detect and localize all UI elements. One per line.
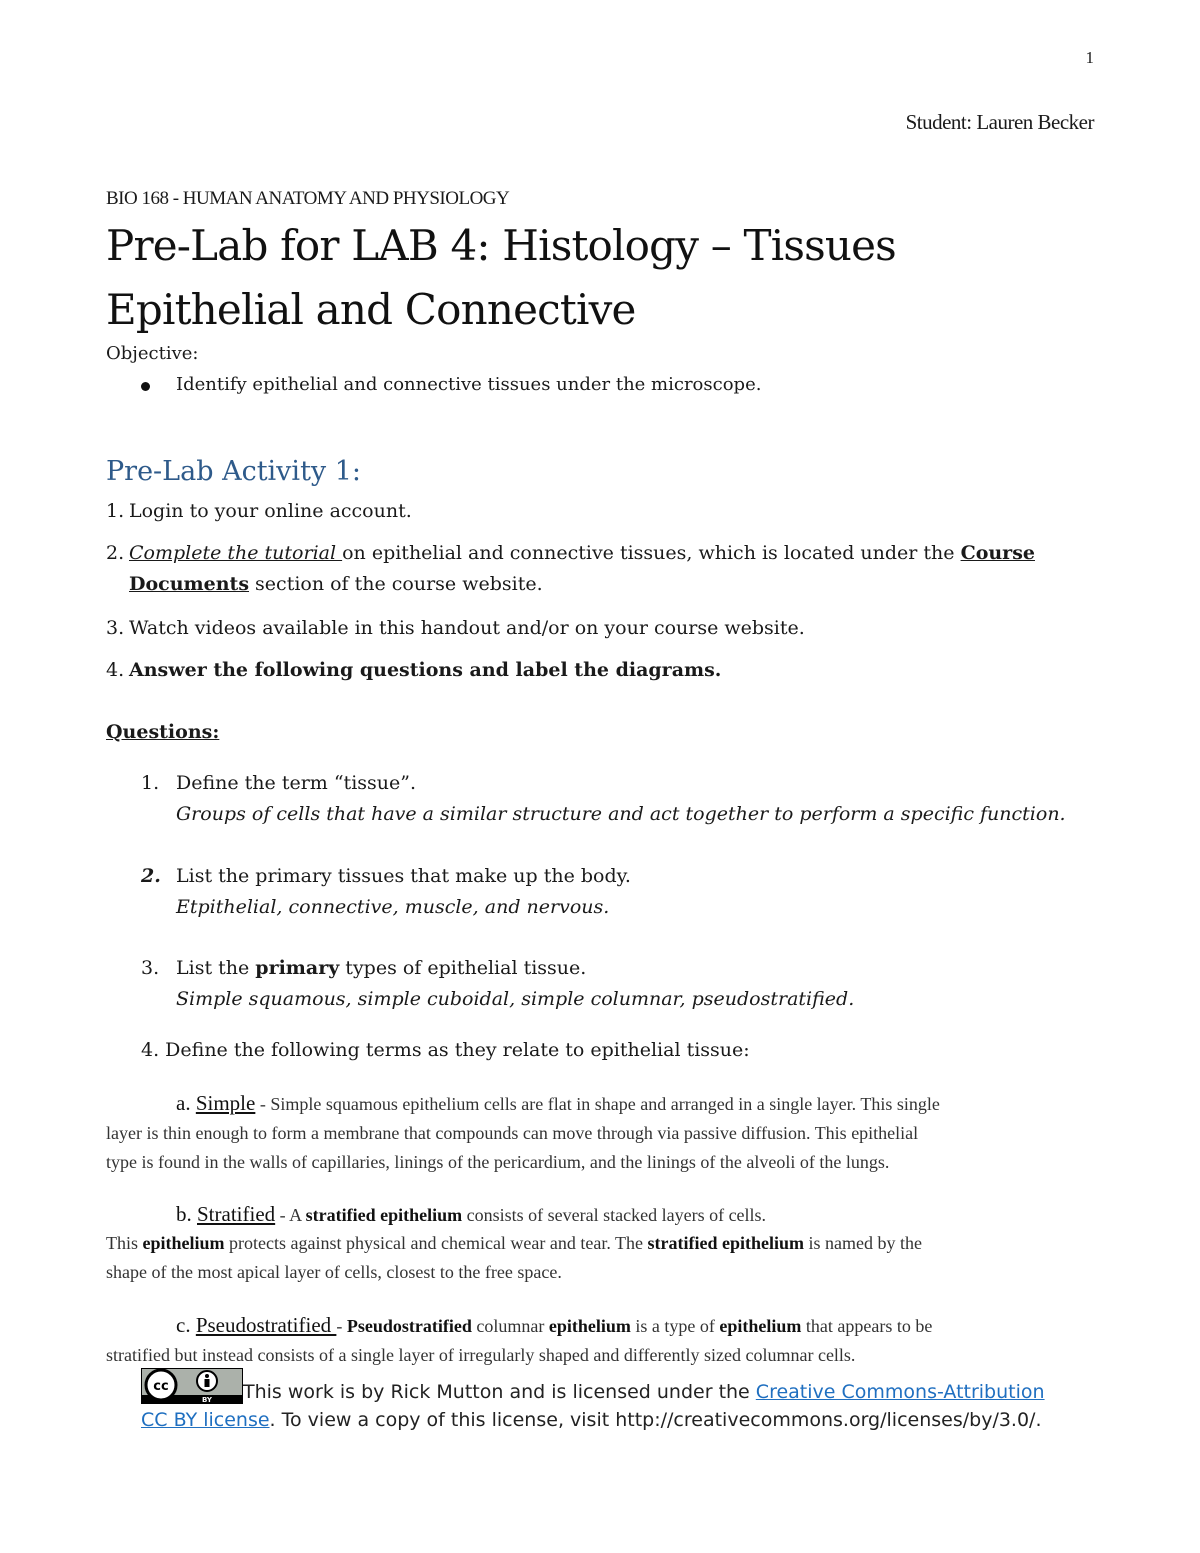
activity-step-3 — [106, 617, 805, 639]
step-number: 1. — [106, 500, 125, 522]
definition-simple-line-3: type is found in the walls of capillaries, linings of the pericardium, and the linings of the alveoli of the lungs. — [106, 1152, 890, 1172]
course-documents-link-continued[interactable]: Documents — [129, 573, 250, 595]
definition-text: columnar — [471, 1316, 549, 1336]
definition-pseudostratified-line-2: stratified but instead consists of a single layer of irregularly shaped and differently sized columnar cells. — [106, 1345, 856, 1365]
question-4-text: 4. Define the following terms as they relate to epithelial tissue: — [141, 1039, 750, 1061]
question-3-text — [176, 957, 586, 979]
student-name: Student: Lauren Becker — [905, 110, 1094, 134]
question-3-emphasis: primary — [255, 957, 340, 979]
definition-text: is a type of — [630, 1316, 720, 1336]
question-2-text: List the primary tissues that make up the body. — [176, 865, 631, 887]
definition-prefix: c. — [176, 1313, 196, 1337]
course-title: BIO 168 - HUMAN ANATOMY AND PHYSIOLOGY — [106, 188, 510, 209]
step-text: Watch videos available in this handout and/or on your course website. — [129, 617, 805, 639]
activity-step-2 — [106, 542, 1035, 564]
question-1-number: 1. — [141, 772, 160, 794]
activity-heading: Pre-Lab Activity 1: — [106, 456, 362, 487]
bullet-icon — [141, 382, 150, 391]
activity-step-4 — [106, 659, 721, 681]
license-text: This work is by Rick Mutton and is licensed under the — [243, 1381, 756, 1403]
definition-simple-line-2: layer is thin enough to form a membrane that compounds can move through via passive diffusion. This epithelial — [106, 1123, 919, 1143]
tutorial-link[interactable]: Complete the tutorial — [129, 542, 343, 564]
definition-bold: epithelium — [548, 1316, 631, 1336]
term-stratified: Stratified — [197, 1202, 276, 1226]
definition-simple-line-1 — [176, 1089, 940, 1119]
question-2-number: 2. — [141, 865, 161, 887]
definition-bold: epithelium — [142, 1233, 225, 1253]
definition-text: protects against physical and chemical wear and tear. The — [224, 1233, 648, 1253]
by-logo-text: BY — [201, 1396, 213, 1404]
definition-stratified-line-1 — [176, 1200, 766, 1230]
step-number: 4. — [106, 659, 125, 681]
license-link-continued[interactable]: CC BY license — [141, 1409, 270, 1431]
license-text: . To view a copy of this license, visit http://creativecommons.org/licenses/by/3.0/. — [269, 1409, 1042, 1431]
definition-bold: Pseudostratified — [346, 1316, 472, 1336]
step-number: 3. — [106, 617, 125, 639]
definition-text: This — [106, 1233, 143, 1253]
definition-pseudostratified-line-1 — [176, 1311, 932, 1341]
definition-bold: stratified epithelium — [305, 1205, 463, 1225]
definition-text: is named by the — [804, 1233, 922, 1253]
question-1-answer: Groups of cells that have a similar structure and act together to perform a specific function. — [176, 803, 1066, 825]
questions-heading: Questions: — [106, 721, 220, 743]
question-1-text: Define the term “tissue”. — [176, 772, 417, 794]
page-title-line-1: Pre-Lab for LAB 4: Histology – Tissues — [106, 221, 896, 270]
objective-label: Objective: — [106, 343, 199, 364]
step-text: on epithelial and connective tissues, which is located under the — [342, 542, 961, 564]
definition-bold: stratified epithelium — [647, 1233, 805, 1253]
question-2-answer: Etpithelial, connective, muscle, and nervous. — [176, 896, 610, 918]
cc-logo-text: cc — [153, 1379, 169, 1394]
activity-step-2-continued — [129, 573, 543, 595]
page-title-line-2: Epithelial and Connective — [106, 285, 636, 334]
definition-text: - Simple squamous epithelium cells are flat in shape and arranged in a single layer. This single — [255, 1094, 940, 1114]
definition-prefix: a. — [176, 1091, 196, 1115]
step-text: section of the course website. — [249, 573, 543, 595]
license-link[interactable]: Creative Commons-Attribution — [755, 1381, 1045, 1403]
definition-stratified-line-2 — [106, 1229, 922, 1258]
page-number: 1 — [1085, 48, 1094, 67]
term-pseudostratified: Pseudostratified — [195, 1313, 337, 1337]
definition-stratified-line-3: shape of the most apical layer of cells, closest to the free space. — [106, 1262, 562, 1282]
question-3-answer: Simple squamous, simple cuboidal, simple columnar, pseudostratified. — [176, 988, 855, 1010]
step-text: Login to your online account. — [129, 500, 412, 522]
definition-text: - — [336, 1316, 347, 1336]
definition-text: consists of several stacked layers of cells. — [462, 1205, 767, 1225]
question-3-text-b: types of epithelial tissue. — [339, 957, 587, 979]
course-documents-link[interactable]: Course — [960, 542, 1035, 564]
step-number: 2. — [106, 542, 125, 564]
question-3-number: 3. — [141, 957, 160, 979]
license-line-1 — [243, 1381, 1045, 1403]
term-simple: Simple — [195, 1091, 256, 1115]
definition-text: that appears to be — [801, 1316, 933, 1336]
step-text: Answer the following questions and label the diagrams. — [129, 659, 722, 681]
definition-bold: epithelium — [719, 1316, 802, 1336]
question-3-text-a: List the — [176, 957, 256, 979]
activity-step-1 — [106, 500, 412, 522]
license-line-2 — [141, 1409, 1042, 1431]
cc-by-license-icon[interactable] — [141, 1368, 243, 1404]
definition-prefix: b. — [176, 1202, 197, 1226]
objective-item: Identify epithelial and connective tissues under the microscope. — [176, 374, 762, 395]
definition-text: - A — [275, 1205, 306, 1225]
